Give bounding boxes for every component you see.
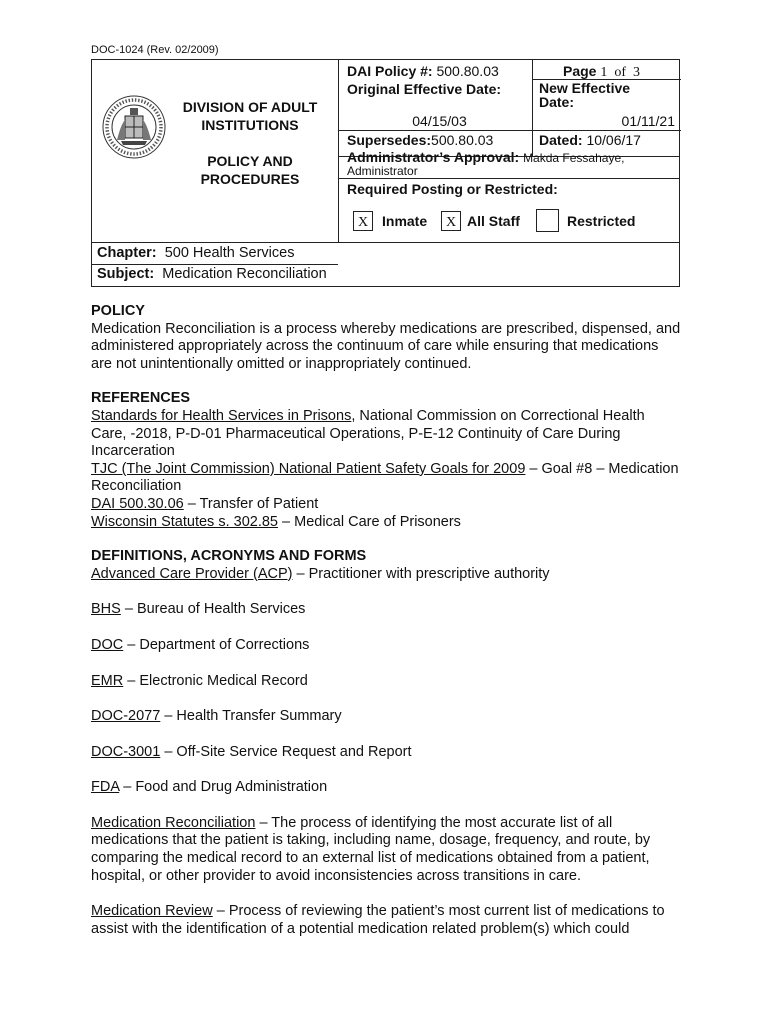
reference-link[interactable]: Wisconsin Statutes s. 302.85 xyxy=(91,513,278,530)
division-name: DIVISION OF ADULT INSTITUTIONS xyxy=(182,99,318,133)
definition-item: DOC-2077 – Health Transfer Summary xyxy=(91,708,342,725)
dai-policy-number: DAI Policy #: 500.80.03 xyxy=(347,63,499,79)
reference-link[interactable]: DAI 500.30.06 xyxy=(91,495,184,512)
posting-label: Required Posting or Restricted: xyxy=(347,181,558,197)
policy-text: Medication Reconciliation is a process whereby medications are prescribed, dispensed, and administered appropriately across the continuum of care while ensuring that medications are not unintentionally omitted or inappropriately continued. xyxy=(91,320,681,372)
definition-term: FDA xyxy=(91,779,120,796)
definition-term: DOC xyxy=(91,636,124,653)
inmate-checkbox[interactable]: X xyxy=(353,211,373,231)
restricted-label: Restricted xyxy=(567,213,636,229)
reference-link[interactable]: TJC (The Joint Commission) National Patient Safety Goals for 2009 xyxy=(91,460,526,477)
references-heading: REFERENCES xyxy=(91,390,191,407)
policy-body xyxy=(91,303,681,938)
reference-item: TJC (The Joint Commission) National Patient Safety Goals for 2009 – Goal #8 – Medication Reconciliation xyxy=(91,460,679,495)
chapter: Chapter: 500 Health Services xyxy=(97,245,295,261)
reference-item: Standards for Health Services in Prisons, National Commission on Correctional Health Care, -2018, P-D-01 Pharmaceutical Operations, P-E-12 Continuity of Care During Incarceration xyxy=(91,407,645,460)
all-staff-checkbox[interactable]: X xyxy=(441,211,461,231)
reference-item: Wisconsin Statutes s. 302.85 – Medical Care of Prisoners xyxy=(91,513,461,530)
definition-item: DOC – Department of Corrections xyxy=(91,636,310,653)
new-effective-date: 01/11/21 xyxy=(621,113,675,129)
definition-item: Advanced Care Provider (ACP) – Practitioner with prescriptive authority xyxy=(91,565,550,582)
definition-term: EMR xyxy=(91,672,124,689)
definition-term: BHS xyxy=(91,601,121,618)
definition-term: Advanced Care Provider (ACP) xyxy=(91,565,293,582)
definition-item: Medication Review – Process of reviewing the patient’s most current list of medications to assist with the identification of a potential medication related problem(s) which could xyxy=(91,903,665,937)
reference-link[interactable]: Standards for Health Services in Prisons xyxy=(91,407,352,424)
new-effective-label: New Effective Date: xyxy=(539,80,631,110)
page-indicator: Page 1 of 3 xyxy=(563,63,641,80)
definitions-heading: DEFINITIONS, ACRONYMS AND FORMS xyxy=(91,548,367,565)
document-form-number: DOC-1024 (Rev. 02/2009) xyxy=(91,44,219,56)
subject: Subject: Medication Reconciliation xyxy=(97,266,327,282)
supersedes: Supersedes:500.80.03 xyxy=(347,132,494,148)
administrator-approval: Administrator’s Approval: Makda Fessahaye, xyxy=(347,149,625,165)
policy-header-table xyxy=(91,59,680,243)
definition-term: Medication Review xyxy=(91,903,213,920)
inmate-label: Inmate xyxy=(382,213,428,229)
restricted-checkbox[interactable] xyxy=(536,209,559,232)
policy-heading: POLICY xyxy=(91,303,145,319)
original-effective-label: Original Effective Date: xyxy=(347,81,502,97)
chapter-subject-box xyxy=(91,243,680,287)
definition-item: EMR – Electronic Medical Record xyxy=(91,672,308,689)
all-staff-label: All Staff xyxy=(467,213,520,229)
definition-item: BHS – Bureau of Health Services xyxy=(91,601,306,618)
definition-term: DOC-3001 xyxy=(91,743,161,760)
original-effective-date: 04/15/03 xyxy=(412,113,467,129)
policy-procedures-title: POLICY AND PROCEDURES xyxy=(200,153,300,187)
reference-item: DAI 500.30.06 – Transfer of Patient xyxy=(91,495,319,512)
definition-term: Medication Reconciliation xyxy=(91,814,256,831)
dated: Dated: 10/06/17 xyxy=(539,132,641,148)
definition-item: DOC-3001 – Off-Site Service Request and Report xyxy=(91,743,412,760)
definition-item: Medication Reconciliation – The process of identifying the most accurate list of all medications that the patient is taking, including name, dosage, frequency, and route, by comparing the medical record to an external list of medications obtained from a patient, hospital, or other provider to avoid inconsistencies across transitions in care. xyxy=(91,814,651,884)
definition-term: DOC-2077 xyxy=(91,708,161,725)
administrator-title: Administrator xyxy=(347,164,418,178)
definition-item: FDA – Food and Drug Administration xyxy=(91,779,328,796)
state-seal-icon xyxy=(101,94,167,160)
